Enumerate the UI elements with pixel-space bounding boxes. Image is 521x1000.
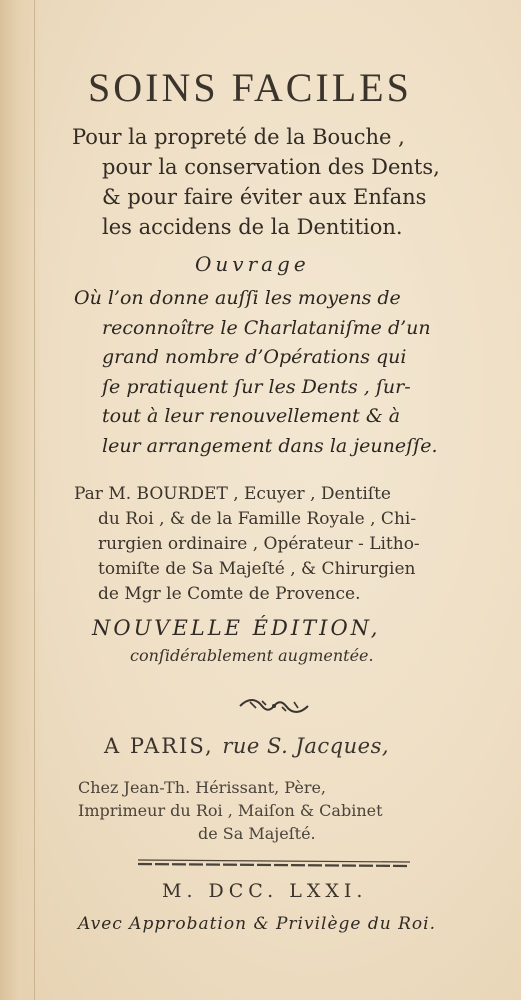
author-line: rurgien ordinaire , Opérateur - Litho- — [98, 534, 420, 554]
printer-line: Imprimeur du Roi , Maiſon & Cabinet — [78, 801, 383, 820]
author-line: Par M. BOURDET , Ecuyer , Dentiſte — [74, 484, 391, 504]
imprint-address — [104, 734, 389, 758]
edition-heading: NOUVELLE ÉDITION, — [92, 616, 381, 640]
description — [74, 284, 494, 461]
author-line: de Mgr le Comte de Provence. — [98, 584, 361, 604]
edition-subtitle: conſidérablement augmentée. — [130, 646, 374, 665]
ouvrage-heading: Ouvrage — [195, 252, 310, 276]
imprint-street: rue S. Jacques, — [222, 734, 390, 758]
fleuron-ornament-icon — [236, 696, 312, 716]
printer-line: de Sa Majeſté. — [198, 824, 316, 843]
double-rule — [138, 858, 410, 868]
author-block — [74, 482, 494, 607]
description-line: ſe pratiquent ſur les Dents , ſur- — [102, 375, 411, 398]
printer-block — [78, 776, 498, 845]
subtitle — [72, 122, 492, 242]
book-title: SOINS FACILES — [88, 65, 412, 110]
description-line: leur arrangement dans la jeuneſſe. — [102, 434, 438, 457]
author-line: tomiſte de Sa Majeſté , & Chirurgien — [98, 559, 416, 579]
imprint-city: A PARIS, — [104, 734, 214, 758]
printer-line: Chez Jean-Th. Hérissant, Père, — [78, 778, 327, 797]
subtitle-line: Pour la propreté de la Bouche , — [72, 125, 405, 149]
description-line: reconnoître le Charlataniſme d’un — [102, 316, 431, 339]
author-line: du Roi , & de la Famille Royale , Chi- — [98, 509, 417, 529]
description-line: grand nombre d’Opérations qui — [102, 346, 407, 368]
description-line: tout à leur renouvellement & à — [102, 405, 401, 427]
approval-line: Avec Approbation & Privilège du Roi. — [78, 914, 436, 934]
publication-date: M. DCC. LXXI. — [162, 880, 368, 902]
subtitle-line: pour la conservation des Dents, — [102, 155, 440, 179]
subtitle-line: les accidens de la Dentition. — [102, 215, 403, 239]
description-line: Où l’on donne auſſi les moyens de — [74, 287, 401, 309]
subtitle-line: & pour faire éviter aux Enfans — [102, 185, 427, 209]
